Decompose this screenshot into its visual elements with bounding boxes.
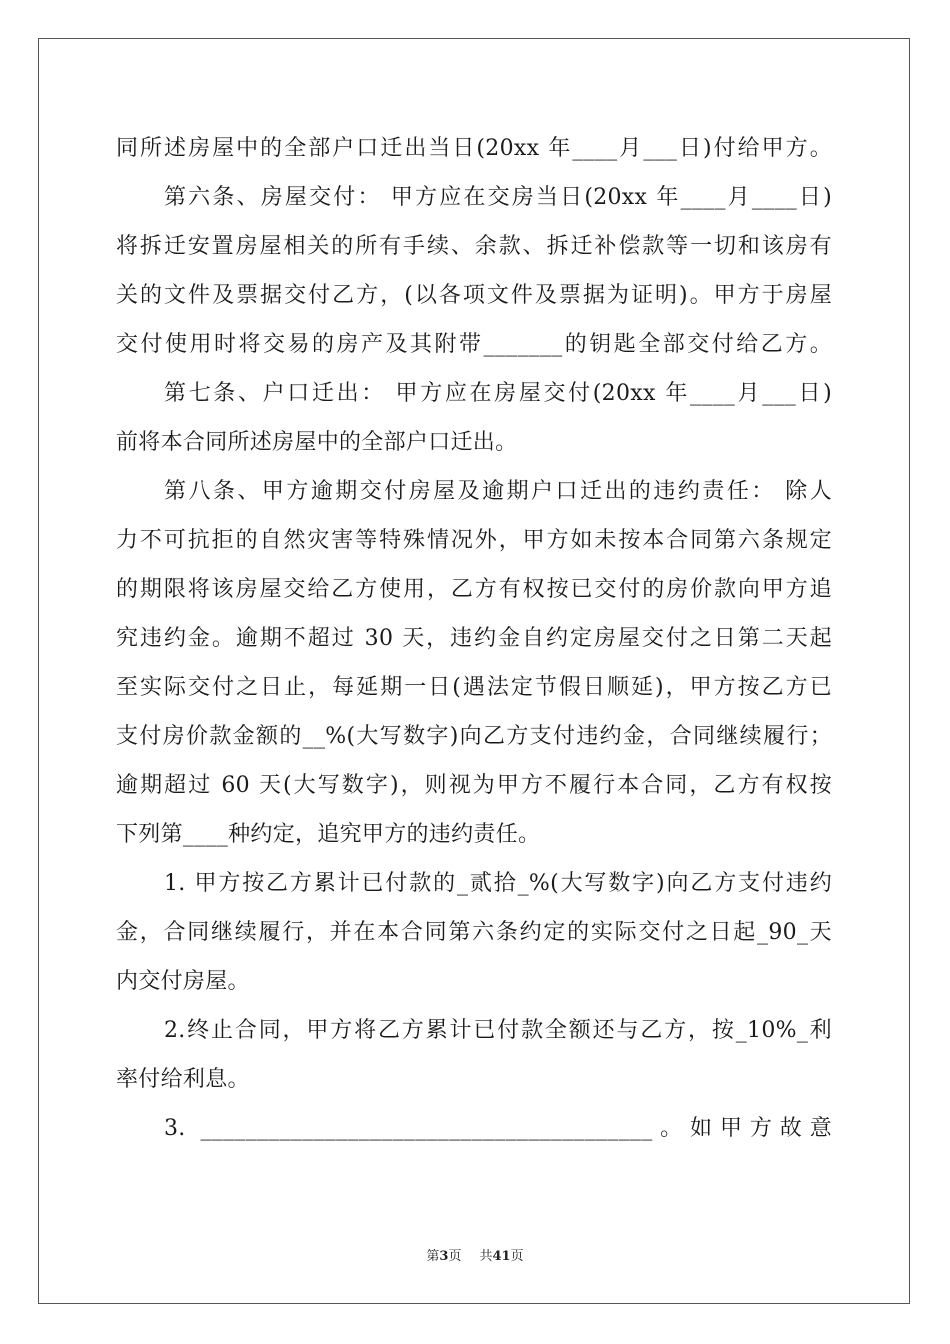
text-line: 逾期超过 60 天(大写数字)，则视为甲方不履行本合同，乙方有权按 xyxy=(116,773,832,798)
text-line: 的期限将该房屋交给乙方使用，乙方有权按已交付的房价款向甲方追 xyxy=(116,577,832,602)
text-line: 内交付房屋。 xyxy=(116,969,250,994)
text-line: 将拆迁安置房屋相关的所有手续、余款、拆迁补偿款等一切和该房有 xyxy=(116,234,832,259)
text-line: 交付使用时将交易的房产及其附带_______的钥匙全部交付给乙方。 xyxy=(116,332,832,357)
page-prefix: 第 xyxy=(426,1249,440,1264)
text-line: 2.终止合同，甲方将乙方累计已付款全额还与乙方，按_10%_利 xyxy=(164,1018,832,1043)
text-line: 前将本合同所述房屋中的全部户口迁出。 xyxy=(116,430,518,455)
total-suffix: 页 xyxy=(510,1249,524,1264)
page-footer xyxy=(0,1245,950,1264)
text-line: 关的文件及票据交付乙方，(以各项文件及票据为证明)。甲方于房屋 xyxy=(116,283,832,308)
text-line: 究违约金。逾期不超过 30 天，违约金自约定房屋交付之日第二天起 xyxy=(116,626,832,651)
page-total: 41 xyxy=(492,1249,511,1264)
text-line: 支付房价款金额的__%(大写数字)向乙方支付违约金，合同继续履行； xyxy=(116,724,832,749)
text-line: 1. 甲方按乙方累计已付款的_贰拾_%(大写数字)向乙方支付违约 xyxy=(164,871,832,896)
page-suffix: 页 xyxy=(448,1249,462,1264)
document-body xyxy=(116,124,832,1153)
text-line: 第六条、房屋交付： 甲方应在交房当日(20xx 年____月____日) xyxy=(164,185,832,210)
text-line: 第七条、户口迁出： 甲方应在房屋交付(20xx 年____月___日) xyxy=(164,381,832,406)
text-line: 至实际交付之日止，每延期一日(遇法定节假日顺延)，甲方按乙方已 xyxy=(116,675,832,700)
text-line: 同所述房屋中的全部户口迁出当日(20xx 年____月___日)付给甲方。 xyxy=(116,136,832,161)
total-prefix: 共 xyxy=(479,1249,493,1264)
text-line: 率付给利息。 xyxy=(116,1067,250,1092)
page-current: 3 xyxy=(439,1249,449,1264)
text-line: 第八条、甲方逾期交付房屋及逾期户口迁出的违约责任： 除人 xyxy=(164,479,832,504)
text-line: 金，合同继续履行，并在本合同第六条约定的实际交付之日起_90_天 xyxy=(116,920,832,945)
text-line: 3. ________________________________________。如甲方故意 xyxy=(164,1116,832,1141)
text-line: 力不可抗拒的自然灾害等特殊情况外，甲方如未按本合同第六条规定 xyxy=(116,528,832,553)
text-line: 下列第____种约定，追究甲方的违约责任。 xyxy=(116,822,541,847)
